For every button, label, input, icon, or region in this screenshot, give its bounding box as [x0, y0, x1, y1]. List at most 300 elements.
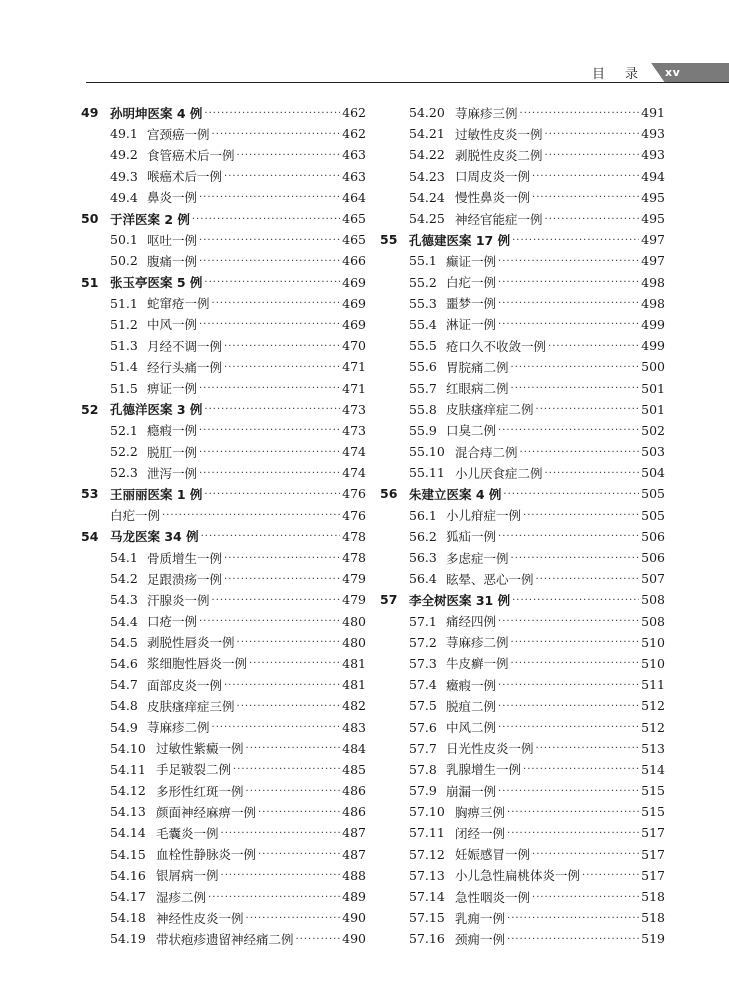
leader-dots [511, 381, 640, 395]
entry-number: 49.1 [110, 126, 138, 142]
section-number: 50 [81, 211, 99, 227]
entry-title: 剥脱性皮炎二例 [455, 147, 543, 163]
page-number: 499 [641, 316, 665, 332]
leader-dots [523, 762, 639, 776]
page-number: 490 [342, 931, 366, 947]
entry-title: 癥瘕一例 [446, 677, 497, 693]
entry-number: 55.2 [409, 274, 437, 290]
entry-title: 过敏性紫癜一例 [156, 741, 244, 757]
page-number: 470 [342, 338, 366, 354]
toc-entry-row[interactable] [380, 272, 665, 293]
entry-title: 妊娠感冒一例 [455, 847, 531, 863]
toc-section-row[interactable] [81, 272, 366, 293]
page-number: 478 [342, 550, 366, 566]
toc-section-row[interactable] [380, 483, 665, 504]
entry-title: 蛇窜疮一例 [147, 296, 210, 312]
leader-dots [507, 911, 639, 925]
page-number: 473 [342, 422, 366, 438]
entry-title: 闭经一例 [455, 825, 506, 841]
toc-entry-row[interactable] [380, 907, 665, 928]
toc-entry-row[interactable] [380, 314, 665, 335]
page-number: 504 [641, 465, 665, 481]
page-number: 486 [342, 804, 366, 820]
entry-number: 54.5 [110, 634, 138, 650]
leader-dots [237, 148, 341, 162]
entry-number: 55.9 [409, 422, 437, 438]
toc-entry-row[interactable] [81, 844, 366, 865]
entry-title: 癫证一例 [446, 253, 497, 269]
entry-title: 乳痈一例 [455, 910, 506, 926]
toc-entry-row[interactable] [380, 632, 665, 653]
leader-dots [208, 890, 340, 904]
toc-entry-row[interactable] [81, 759, 366, 780]
leader-dots [498, 614, 639, 628]
leader-dots [498, 699, 639, 713]
toc-entry-row[interactable] [81, 547, 366, 568]
page-number: 488 [342, 867, 366, 883]
entry-title: 口疮一例 [147, 614, 198, 630]
page-number: 511 [641, 677, 665, 693]
toc-section-row[interactable] [380, 589, 665, 610]
section-number: 56 [380, 486, 398, 502]
toc-entry-row[interactable] [380, 335, 665, 356]
leader-dots [536, 402, 640, 416]
page-number: 484 [342, 740, 366, 756]
toc-entry-row[interactable] [380, 611, 665, 632]
page-number: 505 [641, 486, 665, 502]
leader-dots [246, 741, 341, 755]
toc-entry-row[interactable] [81, 907, 366, 928]
entry-number: 55.3 [409, 295, 437, 311]
leader-dots [498, 678, 639, 692]
section-number: 57 [380, 592, 398, 608]
page-number: 505 [641, 507, 665, 523]
toc-entry-row[interactable] [380, 674, 665, 695]
toc-entry-row[interactable] [380, 865, 665, 886]
entry-number: 54.7 [110, 677, 138, 693]
entry-number: 55.5 [409, 338, 437, 354]
leader-dots [498, 275, 639, 289]
toc-section-row[interactable] [81, 483, 366, 504]
entry-title: 狐疝一例 [446, 529, 497, 545]
entry-title: 口周皮炎一例 [455, 169, 531, 185]
toc-entry-row[interactable] [380, 928, 665, 949]
toc-entry-row[interactable] [81, 801, 366, 822]
toc-entry-row[interactable] [380, 844, 665, 865]
page-number: 490 [342, 910, 366, 926]
entry-title: 荨麻疹二例 [147, 720, 210, 736]
toc-entry-row[interactable] [81, 632, 366, 653]
toc-entry-row[interactable] [380, 759, 665, 780]
page-number: 462 [342, 105, 366, 121]
page-number: 514 [641, 761, 665, 777]
toc-entry-row[interactable] [81, 166, 366, 187]
entry-title: 红眼病二例 [446, 381, 509, 397]
page-number: 512 [641, 698, 665, 714]
entry-title: 白疕一例 [110, 508, 161, 524]
page-number: 462 [342, 126, 366, 142]
entry-number: 57.2 [409, 634, 437, 650]
entry-title: 皮肤瘙痒症三例 [147, 698, 235, 714]
toc-entry-row[interactable] [81, 716, 366, 737]
toc-entry-row[interactable] [380, 356, 665, 377]
leader-dots [498, 529, 639, 543]
toc-entry-row[interactable] [81, 505, 366, 526]
entry-title: 荨麻疹三例 [455, 105, 518, 121]
leader-dots [162, 508, 340, 522]
leader-dots [249, 656, 340, 670]
toc-entry-row[interactable] [81, 674, 366, 695]
entry-number: 57.16 [409, 931, 445, 947]
header-rule [86, 82, 729, 83]
leader-dots [532, 890, 639, 904]
page-number: 465 [342, 211, 366, 227]
toc-entry-row[interactable] [81, 250, 366, 271]
entry-title: 颈痈一例 [455, 931, 506, 947]
entry-number: 57.6 [409, 719, 437, 735]
page-tab-shape [651, 63, 729, 83]
entry-number: 54.1 [110, 550, 138, 566]
toc-entry-row[interactable] [81, 653, 366, 674]
page-number: 487 [342, 825, 366, 841]
entry-number: 54.18 [110, 910, 146, 926]
section-number: 55 [380, 232, 398, 248]
toc-entry-row[interactable] [380, 568, 665, 589]
page-number: 478 [342, 528, 366, 544]
toc-entry-row[interactable] [380, 462, 665, 483]
toc-section-row[interactable] [81, 399, 366, 420]
entry-title: 中风一例 [147, 317, 198, 333]
leader-dots [199, 254, 340, 268]
page-number: 479 [342, 592, 366, 608]
leader-dots [582, 868, 639, 882]
entry-title: 腹痛一例 [147, 253, 198, 269]
toc-entry-row[interactable] [81, 822, 366, 843]
toc-entry-row[interactable] [380, 102, 665, 123]
entry-number: 56.1 [409, 507, 437, 523]
page-number: 476 [342, 486, 366, 502]
leader-dots [224, 339, 340, 353]
toc-entry-row[interactable] [380, 822, 665, 843]
entry-number: 57.10 [409, 804, 445, 820]
page-number: 517 [641, 825, 665, 841]
toc-entry-row[interactable] [380, 399, 665, 420]
toc-entry-row[interactable] [81, 738, 366, 759]
section-number: 51 [81, 274, 99, 290]
leader-dots [498, 784, 639, 798]
entry-number: 57.15 [409, 910, 445, 926]
entry-title: 慢性鼻炎一例 [455, 190, 531, 206]
page-number: 480 [342, 634, 366, 650]
leader-dots [199, 317, 340, 331]
page-number: 495 [641, 189, 665, 205]
section-title: 孙明坤医案 4 例 [110, 105, 203, 121]
entry-number: 52.3 [110, 465, 138, 481]
leader-dots [233, 762, 340, 776]
page-number: 493 [641, 147, 665, 163]
entry-title: 胸痹三例 [455, 804, 506, 820]
toc-entry-row[interactable] [380, 166, 665, 187]
leader-dots [224, 360, 340, 374]
toc-entry-row[interactable] [380, 716, 665, 737]
toc-entry-row[interactable] [380, 547, 665, 568]
leader-dots [498, 423, 639, 437]
page-number: 500 [641, 359, 665, 375]
toc-entry-row[interactable] [380, 780, 665, 801]
page-number: 489 [342, 889, 366, 905]
page-number: 469 [342, 274, 366, 290]
entry-number: 49.4 [110, 189, 138, 205]
leader-dots [199, 445, 340, 459]
page-number: 518 [641, 910, 665, 926]
entry-title: 急性咽炎一例 [455, 889, 531, 905]
toc-entry-row[interactable] [81, 293, 366, 314]
leader-dots [520, 106, 640, 120]
toc-entry-row[interactable] [81, 695, 366, 716]
leader-dots [545, 127, 640, 141]
leader-dots [523, 508, 639, 522]
entry-title: 皮肤瘙痒症二例 [446, 402, 534, 418]
entry-number: 54.13 [110, 804, 146, 820]
page-number: 510 [641, 634, 665, 650]
entry-number: 51.2 [110, 316, 138, 332]
entry-title: 噩梦一例 [446, 296, 497, 312]
entry-number: 56.4 [409, 571, 437, 587]
leader-dots [536, 572, 640, 586]
page-number: 495 [641, 211, 665, 227]
section-title: 李全树医案 31 例 [409, 592, 511, 608]
section-title: 朱建立医案 4 例 [409, 486, 502, 502]
toc-entry-row[interactable] [81, 928, 366, 949]
toc-section-row[interactable] [81, 526, 366, 547]
page-number: 498 [641, 295, 665, 311]
entry-title: 血栓性静脉炎一例 [156, 847, 257, 863]
page-number: 512 [641, 719, 665, 735]
entry-number: 51.4 [110, 359, 138, 375]
toc-entry-row[interactable] [380, 526, 665, 547]
toc-entry-row[interactable] [81, 123, 366, 144]
page-number: 469 [342, 316, 366, 332]
leader-dots [224, 169, 340, 183]
header-label-mu: 目 [592, 67, 606, 82]
toc-entry-row[interactable] [81, 886, 366, 907]
toc-entry-row[interactable] [81, 420, 366, 441]
page-number: 483 [342, 719, 366, 735]
entry-number: 51.1 [110, 295, 138, 311]
entry-number: 51.3 [110, 338, 138, 354]
page-number: 486 [342, 783, 366, 799]
page-number: 502 [641, 422, 665, 438]
entry-number: 57.1 [409, 613, 437, 629]
section-number: 52 [81, 401, 99, 417]
entry-number: 54.19 [110, 931, 146, 947]
entry-number: 49.3 [110, 168, 138, 184]
leader-dots [246, 911, 341, 925]
leader-dots [532, 847, 639, 861]
entry-number: 54.22 [409, 147, 445, 163]
leader-dots [545, 148, 640, 162]
page-number: 503 [641, 444, 665, 460]
toc-entry-row[interactable] [81, 611, 366, 632]
page-header [0, 0, 729, 90]
entry-number: 57.14 [409, 889, 445, 905]
leader-dots [204, 106, 340, 120]
entry-number: 55.8 [409, 401, 437, 417]
leader-dots [221, 826, 341, 840]
toc-entry-row[interactable] [380, 695, 665, 716]
page-number: 473 [342, 401, 366, 417]
entry-title: 神经官能症一例 [455, 211, 543, 227]
entry-number: 50.1 [110, 232, 138, 248]
page-number: 498 [641, 274, 665, 290]
toc-entry-row[interactable] [380, 293, 665, 314]
toc-entry-row[interactable] [81, 356, 366, 377]
leader-dots [212, 296, 341, 310]
entry-number: 55.11 [409, 465, 445, 481]
toc-entry-row[interactable] [81, 462, 366, 483]
toc-entry-row[interactable] [81, 441, 366, 462]
entry-title: 湿疹二例 [156, 889, 207, 905]
toc-entry-row[interactable] [380, 377, 665, 398]
toc-entry-row[interactable] [380, 250, 665, 271]
page-number: 481 [342, 677, 366, 693]
entry-number: 57.3 [409, 655, 437, 671]
leader-dots [199, 423, 340, 437]
entry-title: 小儿疳症一例 [446, 508, 522, 524]
page-number: 471 [342, 380, 366, 396]
leader-dots [224, 551, 340, 565]
leader-dots [498, 720, 639, 734]
page-number: 493 [641, 126, 665, 142]
toc-entry-row[interactable] [81, 314, 366, 335]
leader-dots [512, 233, 639, 247]
toc-section-row[interactable] [380, 229, 665, 250]
section-title: 王丽丽医案 1 例 [110, 486, 203, 502]
section-title: 于洋医案 2 例 [110, 211, 190, 227]
entry-number: 54.8 [110, 698, 138, 714]
section-title: 孔德建医案 17 例 [409, 232, 511, 248]
toc-entry-row[interactable] [81, 144, 366, 165]
toc-entry-row[interactable] [81, 589, 366, 610]
entry-title: 瘾瘕一例 [147, 423, 198, 439]
entry-title: 足跟溃疡一例 [147, 571, 223, 587]
entry-number: 54.21 [409, 126, 445, 142]
leader-dots [201, 529, 341, 543]
page-number: 469 [342, 295, 366, 311]
entry-number: 54.11 [110, 761, 146, 777]
leader-dots [192, 212, 340, 226]
entry-number: 57.8 [409, 761, 437, 777]
toc-entry-row[interactable] [380, 144, 665, 165]
entry-number: 56.2 [409, 528, 437, 544]
toc-entry-row[interactable] [380, 738, 665, 759]
entry-number: 54.25 [409, 211, 445, 227]
toc-entry-row[interactable] [81, 335, 366, 356]
header-label-lu: 录 [625, 67, 639, 82]
toc-entry-row[interactable] [81, 780, 366, 801]
toc-entry-row[interactable] [81, 377, 366, 398]
entry-number: 54.10 [110, 740, 146, 756]
leader-dots [221, 868, 341, 882]
toc-entry-row[interactable] [81, 568, 366, 589]
entry-number: 54.12 [110, 783, 146, 799]
leader-dots [246, 784, 341, 798]
page-number: 508 [641, 592, 665, 608]
page-number: 476 [342, 507, 366, 523]
page-number: 463 [342, 168, 366, 184]
entry-number: 55.1 [409, 253, 437, 269]
page-number: 517 [641, 867, 665, 883]
page-number: 463 [342, 147, 366, 163]
leader-dots [536, 741, 640, 755]
page-number: 519 [641, 931, 665, 947]
leader-dots [511, 635, 640, 649]
entry-title: 脱疽二例 [446, 698, 497, 714]
entry-number: 57.13 [409, 867, 445, 883]
leader-dots [507, 826, 639, 840]
entry-title: 月经不调一例 [147, 338, 223, 354]
leader-dots [237, 699, 341, 713]
entry-title: 毛囊炎一例 [156, 825, 219, 841]
leader-dots [512, 593, 639, 607]
page-number: 501 [641, 380, 665, 396]
leader-dots [212, 127, 341, 141]
entry-number: 54.15 [110, 846, 146, 862]
toc-section-row[interactable] [81, 208, 366, 229]
entry-title: 神经性皮炎一例 [156, 910, 244, 926]
toc-entry-row[interactable] [380, 187, 665, 208]
entry-title: 胃脘痛二例 [446, 359, 509, 375]
page-number: 517 [641, 846, 665, 862]
entry-number: 55.10 [409, 444, 445, 460]
entry-title: 痹证一例 [147, 381, 198, 397]
toc-entry-row[interactable] [380, 505, 665, 526]
toc-entry-row[interactable] [380, 441, 665, 462]
entry-title: 混合痔二例 [455, 444, 518, 460]
leader-dots [548, 339, 639, 353]
entry-number: 54.14 [110, 825, 146, 841]
entry-number: 52.1 [110, 422, 138, 438]
toc-left-column [81, 102, 366, 950]
page-number: 471 [342, 359, 366, 375]
toc-entry-row[interactable] [81, 865, 366, 886]
leader-dots [258, 847, 340, 861]
entry-title: 汗腺炎一例 [147, 592, 210, 608]
entry-title: 食管癌术后一例 [147, 147, 235, 163]
entry-title: 痛经四例 [446, 614, 497, 630]
entry-title: 牛皮癣一例 [446, 656, 509, 672]
toc-entry-row[interactable] [380, 123, 665, 144]
toc-entry-row[interactable] [81, 229, 366, 250]
leader-dots [545, 212, 640, 226]
entry-title: 脱肛一例 [147, 444, 198, 460]
toc-entry-row[interactable] [380, 208, 665, 229]
entry-title: 泄泻一例 [147, 465, 198, 481]
toc-entry-row[interactable] [380, 420, 665, 441]
entry-title: 手足皲裂二例 [156, 762, 232, 778]
page-number: 507 [641, 571, 665, 587]
toc-entry-row[interactable] [81, 187, 366, 208]
entry-number: 54.23 [409, 168, 445, 184]
toc-entry-row[interactable] [380, 886, 665, 907]
toc-section-row[interactable] [81, 102, 366, 123]
toc-entry-row[interactable] [380, 653, 665, 674]
page-number: 491 [641, 105, 665, 121]
leader-dots [498, 317, 639, 331]
page-number: 482 [342, 698, 366, 714]
page-number: 506 [641, 528, 665, 544]
toc-entry-row[interactable] [380, 801, 665, 822]
